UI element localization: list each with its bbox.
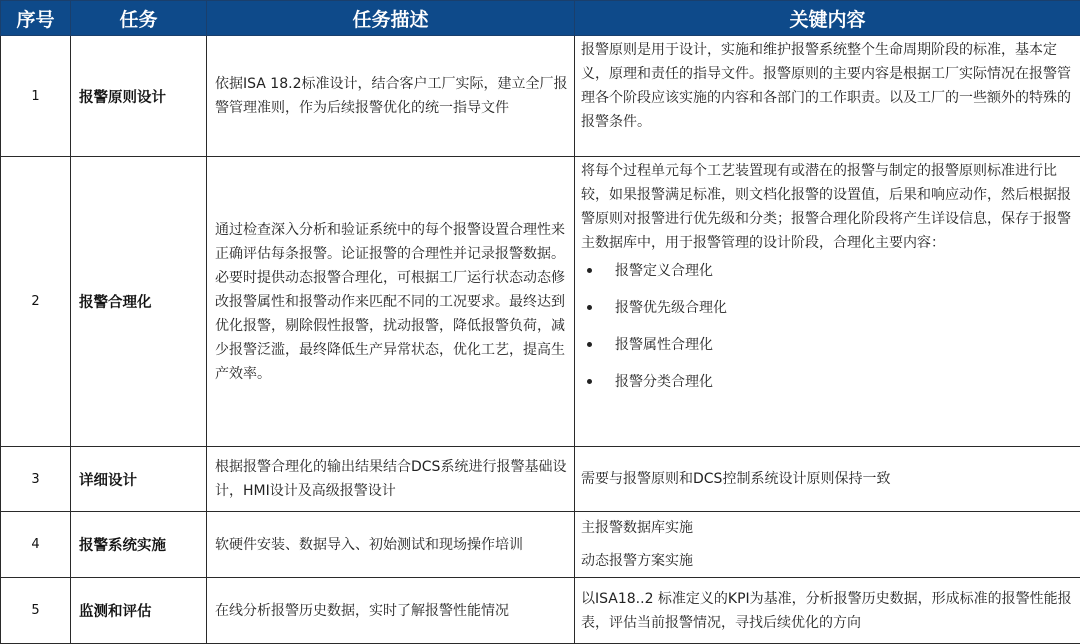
- key-content-line: 动态报警方案实施: [581, 553, 693, 569]
- list-item-label: 报警定义合理化: [615, 263, 713, 279]
- list-item: [581, 333, 1074, 357]
- task-description: 依据ISA 18.2标准设计，结合客户工厂实际，建立全厂报警管理准则，作为后续报警优化的统一指导文件: [207, 36, 575, 157]
- key-content: 报警原则是用于设计，实施和维护报警系统整个生命周期阶段的标准，基本定义，原理和责任的指导文件。报警原则的主要内容是根据工厂实际情况在报警管理各个阶段应该实施的内容和各部门的工作职责。以及工厂的一些额外的特殊的报警条件。: [575, 36, 1080, 157]
- list-item-label: 报警优先级合理化: [615, 300, 727, 316]
- list-item-label: 报警属性合理化: [615, 337, 713, 353]
- task-description: 根据报警合理化的输出结果结合DCS系统进行报警基础设计，HMI设计及高级报警设计: [207, 447, 575, 512]
- bullet-icon: [587, 379, 592, 384]
- bullet-icon: [587, 342, 592, 347]
- list-item: [581, 259, 1074, 283]
- key-content: 需要与报警原则和DCS控制系统设计原则保持一致: [575, 447, 1080, 512]
- table-row: [1, 512, 1080, 578]
- key-content: [575, 512, 1080, 578]
- list-item: [581, 370, 1074, 394]
- task-name: 报警原则设计: [71, 36, 207, 157]
- table-row: [1, 36, 1080, 157]
- header-num: 序号: [1, 1, 71, 36]
- bullet-list: [581, 259, 1074, 394]
- task-name: 报警系统实施: [71, 512, 207, 578]
- bullet-icon: [587, 268, 592, 273]
- table-row: [1, 447, 1080, 512]
- table-row: [1, 578, 1080, 644]
- task-description: 通过检查深入分析和验证系统中的每个报警设置合理性来正确评估每条报警。论证报警的合理性并记录报警数据。 必要时提供动态报警合理化，可根据工厂运行状态动态修改报警属性和报警动作来匹配不同的工况要求。最终达到优化报警，剔除假性报警，扰动报警，降低报警负荷，减少报警泛滥，最终降低生产异常状态，优化工艺，提高生产效率。: [207, 157, 575, 447]
- task-description: 在线分析报警历史数据，实时了解报警性能情况: [207, 578, 575, 644]
- list-item-label: 报警分类合理化: [615, 374, 713, 390]
- key-content-line: 主报警数据库实施: [581, 520, 693, 536]
- task-name: 报警合理化: [71, 157, 207, 447]
- header-task: 任务: [71, 1, 207, 36]
- header-key: 关键内容: [575, 1, 1080, 36]
- row-number: 3: [1, 447, 71, 512]
- list-item: [581, 296, 1074, 320]
- bullet-icon: [587, 305, 592, 310]
- header-desc: 任务描述: [207, 1, 575, 36]
- row-number: 1: [1, 36, 71, 157]
- row-number: 4: [1, 512, 71, 578]
- key-content: [575, 157, 1080, 447]
- row-number: 5: [1, 578, 71, 644]
- task-name: 详细设计: [71, 447, 207, 512]
- row-number: 2: [1, 157, 71, 447]
- key-content: 以ISA18..2 标准定义的KPI为基准，分析报警历史数据，形成标准的报警性能报表，评估当前报警情况，寻找后续优化的方向: [575, 578, 1080, 644]
- task-name: 监测和评估: [71, 578, 207, 644]
- task-description: 软硬件安装、数据导入、初始测试和现场操作培训: [207, 512, 575, 578]
- key-content-text: 将每个过程单元每个工艺装置现有或潜在的报警与制定的报警原则标准进行比较，如果报警满足标准，则文档化报警的设置值，后果和响应动作，然后根据报警原则对报警进行优先级和分类；报警合理化阶段将产生详设信息，保存于报警主数据库中，用于报警管理的设计阶段，合理化主要内容：: [581, 163, 1071, 251]
- header-row: [1, 1, 1080, 36]
- table-row: [1, 157, 1080, 447]
